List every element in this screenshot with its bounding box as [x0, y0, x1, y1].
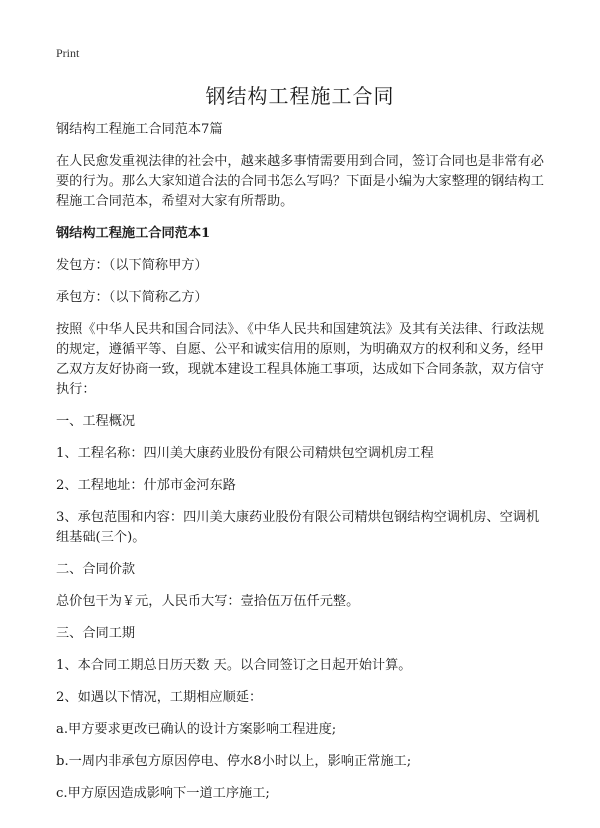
section-heading: 钢结构工程施工合同范本1	[56, 226, 211, 241]
clause1-title: 一、工程概况	[56, 414, 136, 429]
document-title: 钢结构工程施工合同	[205, 84, 395, 108]
clause3-item-c: c.甲方原因造成影响下一道工序施工;	[56, 786, 270, 801]
clause3-item2: 2、如遇以下情况，工期相应顺延：	[56, 690, 263, 705]
preamble-paragraph: 按照《中华人民共和国合同法》、《中华人民共和国建筑法》及其有关法律、行政法规的规定，遵循平等、自愿、公平和诚实信用的原则，为明确双方的权利和义务，经甲乙双方友好协商一致，现就本建设工程具体施工事项，达成如下合同条款，双方信守执行：	[56, 322, 544, 397]
clause2-text: 总价包干为￥元，人民币大写：壹拾伍万伍仟元整。	[56, 594, 360, 609]
clause3-item1: 1、本合同工期总日历天数 天。以合同签订之日起开始计算。	[56, 658, 412, 673]
clause3-item-a: a.甲方要求更改已确认的设计方案影响工程进度;	[56, 722, 337, 737]
party-a-line: 发包方：（以下简称甲方）	[56, 258, 208, 273]
clause1-item3: 3、承包范围和内容：四川美大康药业股份有限公司精烘包钢结构空调机房、空调机组基础(三个)。	[56, 510, 540, 545]
party-b-line: 承包方：（以下简称乙方）	[56, 290, 208, 305]
clause1-item1: 1、工程名称：四川美大康药业股份有限公司精烘包空调机房工程	[56, 446, 434, 461]
clause3-title: 三、合同工期	[56, 626, 136, 641]
clause2-title: 二、合同价款	[56, 562, 136, 577]
clause1-item2: 2、工程地址：什邡市金河东路	[56, 478, 236, 493]
clause3-item-b: b.一周内非承包方原因停电、停水8小时以上，影响正常施工;	[56, 754, 412, 769]
document-subtitle: 钢结构工程施工合同范本7篇	[56, 122, 223, 137]
intro-paragraph: 在人民愈发重视法律的社会中，越来越多事情需要用到合同，签订合同也是非常有必要的行为。那么大家知道合法的合同书怎么写吗？下面是小编为大家整理的钢结构工程施工合同范本，希望对大家有所帮助。	[56, 154, 544, 209]
document-body	[56, 120, 548, 804]
print-label: Print	[56, 46, 80, 60]
